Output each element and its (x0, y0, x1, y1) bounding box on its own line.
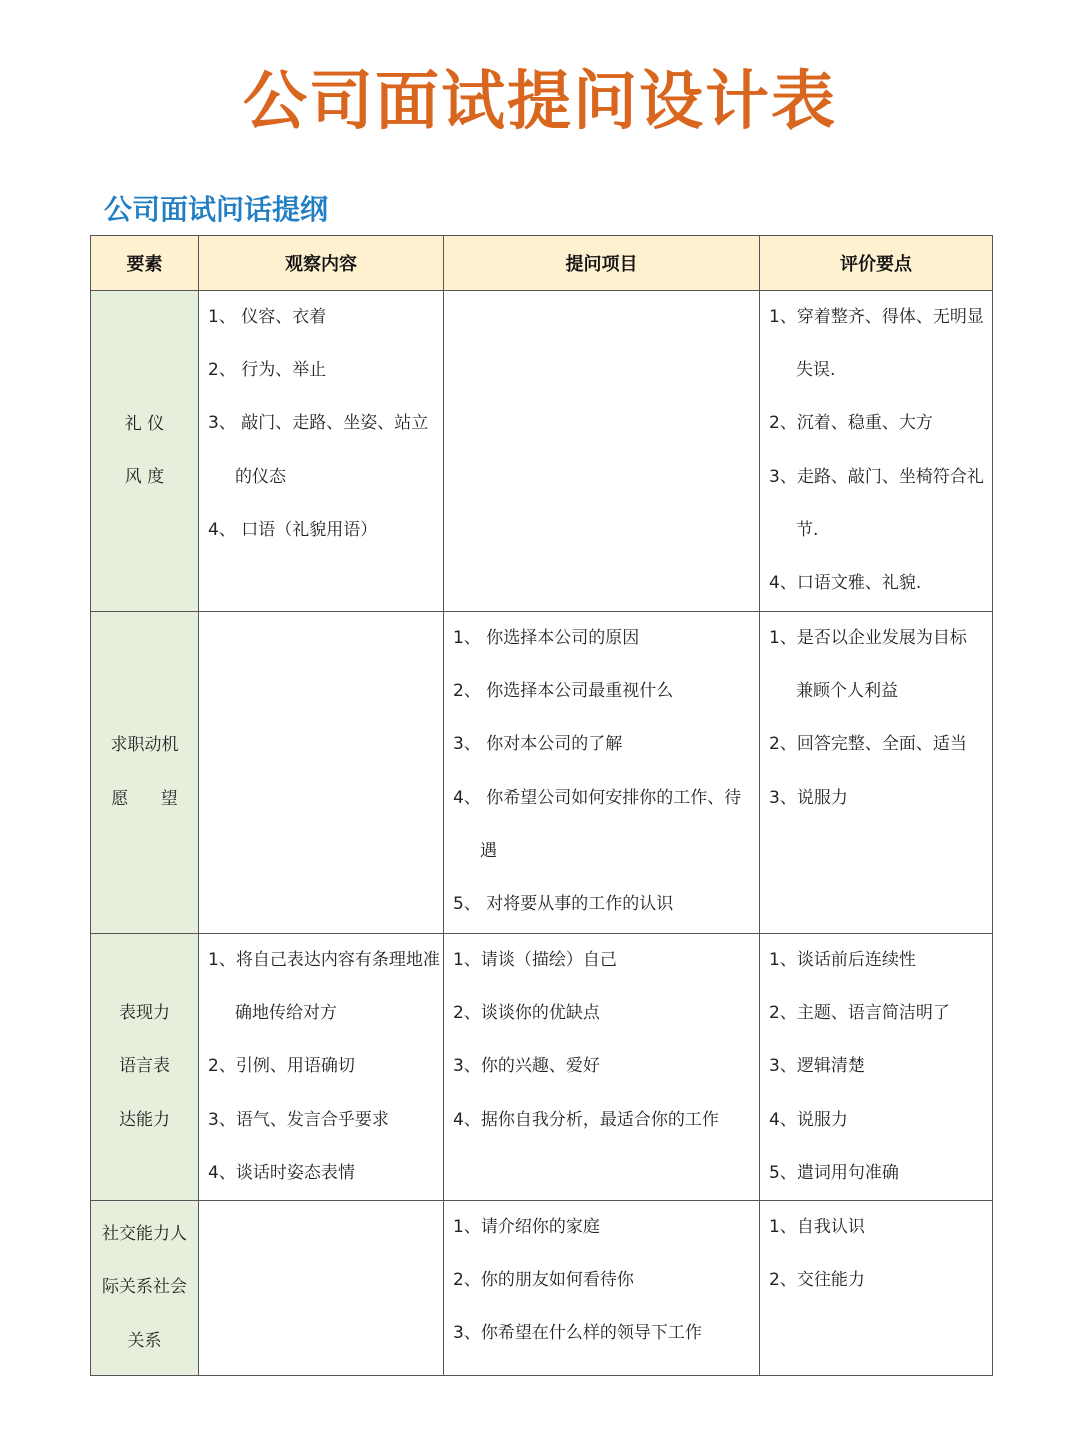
list-item: 1、将自己表达内容有条理地准 (208, 950, 440, 970)
list-item: 失误. (796, 360, 836, 381)
list-item: 1、 仪容、衣着 (208, 307, 327, 327)
list-item: 确地传给对方 (235, 1003, 337, 1024)
evaluation-cell (760, 934, 993, 1201)
questions-cell (444, 612, 760, 934)
header-element: 要素 (91, 236, 199, 291)
list-item: 3、你的兴趣、爱好 (453, 1056, 600, 1077)
table-row (91, 1201, 993, 1376)
table-row (91, 612, 993, 934)
element-cell (91, 612, 199, 934)
list-item: 1、请介绍你的家庭 (453, 1217, 600, 1237)
list-item: 的仪态 (235, 466, 286, 487)
list-item: 1、 你选择本公司的原因 (453, 628, 640, 648)
list-item: 1、穿着整齐、得体、无明显 (769, 307, 984, 327)
list-item: 2、回答完整、全面、适当 (769, 734, 967, 755)
header-observation: 观察内容 (199, 236, 444, 291)
list-item: 5、 对将要从事的工作的认识 (453, 893, 674, 914)
list-item: 2、 行为、举止 (208, 360, 327, 381)
list-item: 2、 你选择本公司最重视什么 (453, 681, 674, 702)
list-item: 4、说服力 (769, 1109, 848, 1130)
element-text: 语言表 (119, 1056, 170, 1077)
page-title: 公司面试提问设计表 (243, 65, 837, 139)
table-header-row (91, 236, 993, 291)
list-item: 2、谈谈你的优缺点 (453, 1003, 600, 1024)
list-item: 3、走路、敲门、坐椅符合礼 (769, 466, 984, 487)
evaluation-cell (760, 1201, 993, 1376)
element-text: 表现力 (119, 1003, 170, 1024)
observation-cell (199, 934, 444, 1201)
list-item: 3、你希望在什么样的领导下工作 (453, 1323, 702, 1344)
list-item: 2、引例、用语确切 (208, 1056, 355, 1077)
list-item: 1、自我认识 (769, 1217, 865, 1237)
list-item: 兼顾个人利益 (796, 681, 898, 702)
list-item: 3、 敲门、走路、坐姿、站立 (208, 413, 429, 434)
table-row (91, 934, 993, 1201)
questions-cell (444, 934, 760, 1201)
observation-cell (199, 291, 444, 612)
section-title: 公司面试问话提纲 (104, 193, 329, 226)
element-text: 关系 (127, 1330, 162, 1351)
questions-cell (444, 1201, 760, 1376)
questions-cell (444, 291, 760, 612)
element-text: 风 度 (124, 467, 165, 487)
list-item: 3、说服力 (769, 787, 848, 808)
list-item: 3、 你对本公司的了解 (453, 734, 623, 755)
header-questions: 提问项目 (444, 236, 760, 291)
list-item: 4、据你自我分析，最适合你的工作 (453, 1109, 719, 1130)
list-item: 3、逻辑清楚 (769, 1056, 865, 1077)
element-text: 达能力 (119, 1109, 170, 1130)
observation-cell (199, 1201, 444, 1376)
list-item: 4、 口语（礼貌用语） (208, 519, 378, 540)
list-item: 2、主题、语言简洁明了 (769, 1003, 950, 1024)
list-item: 3、语气、发言合乎要求 (208, 1109, 389, 1130)
observation-cell (199, 612, 444, 934)
element-cell (91, 291, 199, 612)
list-item: 1、请谈（描绘）自己 (453, 950, 617, 970)
list-item: 4、 你希望公司如何安排你的工作、待 (453, 787, 742, 808)
list-item: 1、是否以企业发展为目标 (769, 628, 967, 648)
header-evaluation: 评价要点 (760, 236, 993, 291)
list-item: 2、交往能力 (769, 1270, 865, 1291)
element-text: 际关系社会 (102, 1277, 187, 1298)
list-item: 遇 (480, 840, 497, 861)
list-item: 5、遣词用句准确 (769, 1162, 899, 1183)
element-text: 求职动机 (110, 735, 179, 756)
interview-outline-table (90, 235, 993, 1376)
evaluation-cell (760, 291, 993, 612)
list-item: 4、口语文雅、礼貌. (769, 572, 922, 593)
list-item: 1、谈话前后连续性 (769, 950, 916, 970)
list-item: 节. (796, 519, 819, 540)
list-item: 4、谈话时姿态表情 (208, 1162, 355, 1183)
element-cell (91, 934, 199, 1201)
element-cell (91, 1201, 199, 1376)
list-item: 2、你的朋友如何看待你 (453, 1270, 634, 1291)
element-text: 社交能力人 (102, 1224, 187, 1245)
list-item: 2、沉着、稳重、大方 (769, 413, 933, 434)
element-text: 愿 望 (111, 788, 178, 809)
element-text: 礼 仪 (124, 413, 165, 434)
table-row (91, 291, 993, 612)
evaluation-cell (760, 612, 993, 934)
